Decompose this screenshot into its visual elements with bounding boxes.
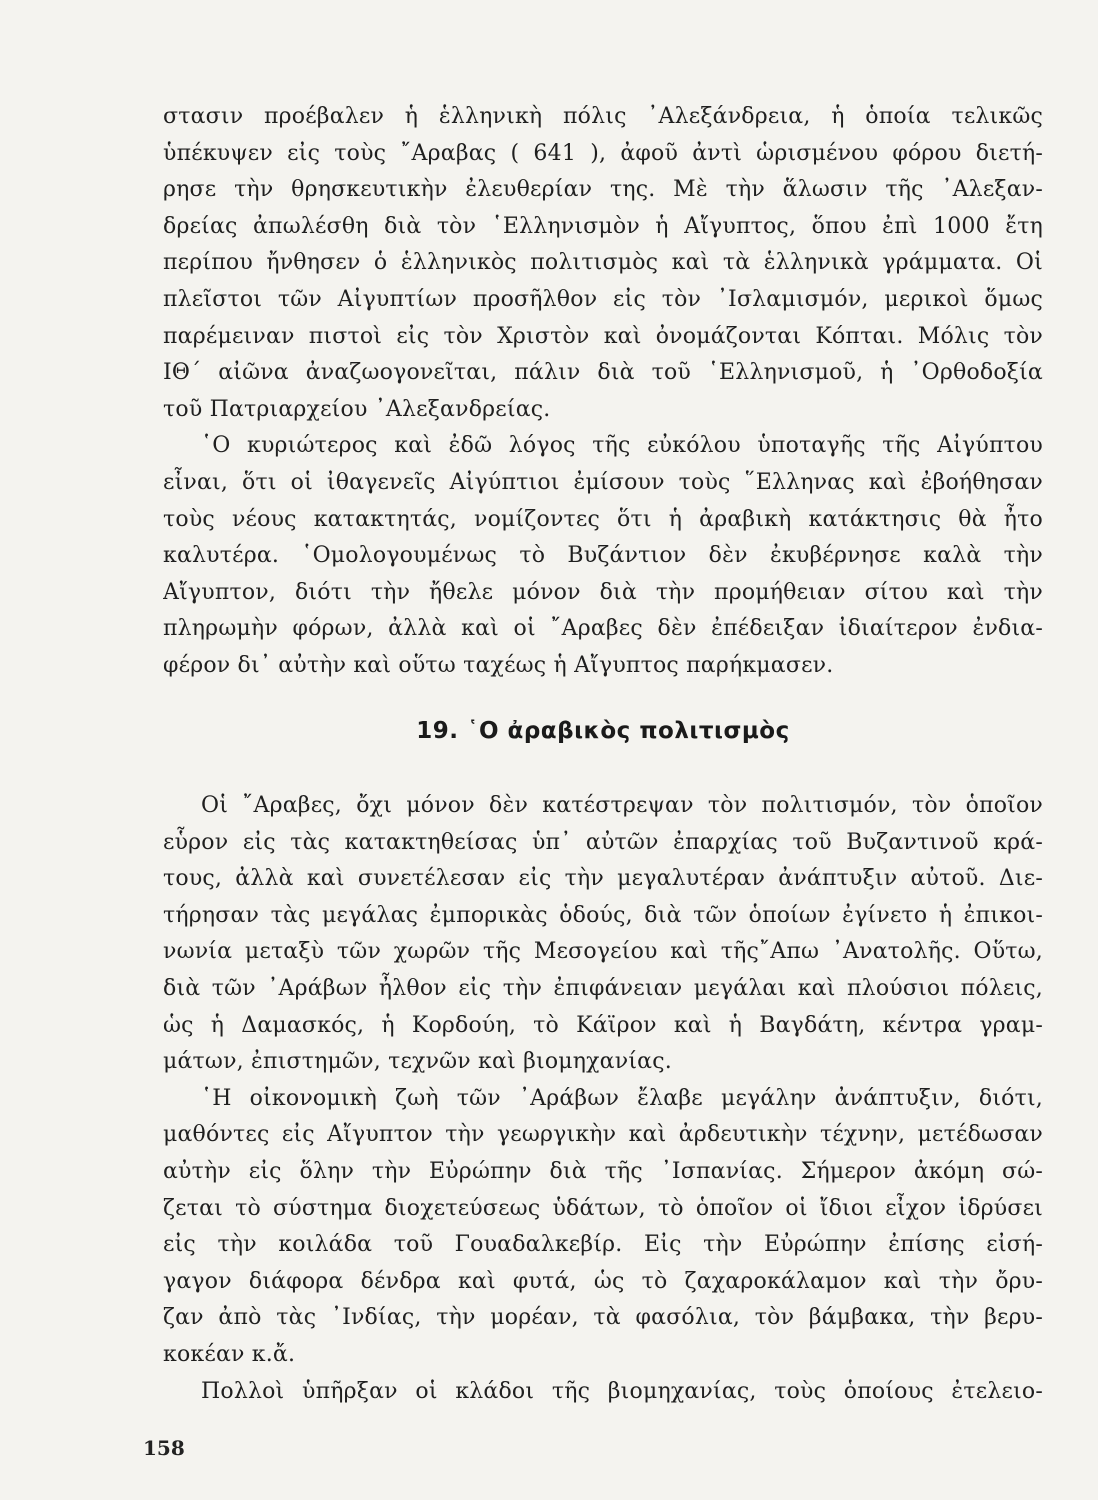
text-line: τήρησαν τὰς μεγάλας ἐμπορικὰς ὁδούς, διὰ τῶν ὁποίων ἐγίνετο ἡ ἐπικοι- — [163, 902, 1043, 928]
text-line: ζεται τὸ σύστημα διοχετεύσεως ὑδάτων, τὸ ὁποῖον οἱ ἴδιοι εἶχον ἱδρύσει — [163, 1195, 1043, 1221]
text-line: Πολλοὶ ὑπῆρξαν οἱ κλάδοι τῆς βιομηχανίας, τοὺς ὁποίους ἐτελειο- — [201, 1378, 1043, 1404]
text-line: εἶναι, ὅτι οἱ ἰθαγενεῖς Αἰγύπτιοι ἐμίσουν τοὺς ῞Ελληνας καὶ ἐβοήθησαν — [163, 469, 1043, 495]
text-line: πληρωμὴν φόρων, ἀλλὰ καὶ οἱ ῎Αραβες δὲν ἐπέδειξαν ἰδιαίτερον ἐνδια- — [163, 616, 1043, 642]
text-line: Οἱ ῎Αραβες, ὄχι μόνον δὲν κατέστρεψαν τὸν πολιτισμόν, τὸν ὁποῖον — [201, 793, 1043, 818]
text-line: εἰς τὴν κοιλάδα τοῦ Γουαδαλκεβίρ. Εἰς τὴν Εὐρώπην ἐπίσης εἰσή- — [163, 1232, 1043, 1258]
page-number: 158 — [143, 1436, 185, 1460]
text-line: γαγον διάφορα δένδρα καὶ φυτά, ὡς τὸ ζαχαροκάλαμον καὶ τὴν ὄρυ- — [163, 1268, 1043, 1294]
text-line: αὐτὴν εἰς ὅλην τὴν Εὐρώπην διὰ τῆς ᾿Ισπανίας. Σήμερον ἀκόμη σώ- — [163, 1158, 1043, 1184]
text-line: ὡς ἡ Δαμασκός, ἡ Κορδούη, τὸ Κάϊρον καὶ ἡ Βαγδάτη, κέντρα γραμ- — [163, 1012, 1043, 1038]
text-line: νωνία μεταξὺ τῶν χωρῶν τῆς Μεσογείου καὶ τῆς῎Απω ᾿Ανατολῆς. Οὕτω, — [163, 939, 1043, 965]
text-line: μαθόντες εἰς Αἴγυπτον τὴν γεωργικὴν καὶ ἀρδευτικὴν τέχνην, μετέδωσαν — [163, 1122, 1043, 1148]
text-line: ὑπέκυψεν εἰς τοὺς ῎Αραβας ( 641 ), ἀφοῦ ἀντὶ ὡρισμένου φόρου διετή- — [163, 140, 1043, 166]
section-heading: 19. ῾Ο ἀραβικὸς πολιτισμὸς — [416, 718, 790, 744]
text-line: ΙΘ΄ αἰῶνα ἀναζωογονεῖται, πάλιν διὰ τοῦ ῾Ελληνισμοῦ, ἡ ᾿Ορθοδοξία — [163, 360, 1043, 386]
text-line: παρέμειναν πιστοὶ εἰς τὸν Χριστὸν καὶ ὀνομάζονται Κόπται. Μόλις τὸν — [163, 323, 1043, 349]
text-line: τους, ἀλλὰ καὶ συνετέλεσαν εἰς τὴν μεγαλυτέραν ἀνάπτυξιν αὐτοῦ. Διε- — [163, 866, 1043, 892]
text-line: στασιν προέβαλεν ἡ ἑλληνικὴ πόλις ᾿Αλεξάνδρεια, ἡ ὁποία τελικῶς — [163, 104, 1043, 129]
text-line: κοκέαν κ.ἄ. — [163, 1341, 296, 1367]
text-line: τοῦ Πατριαρχείου ᾿Αλεξανδρείας. — [163, 396, 551, 422]
text-line: διὰ τῶν ᾿Αράβων ἦλθον εἰς τὴν ἐπιφάνειαν μεγάλαι καὶ πλούσιοι πόλεις, — [163, 975, 1043, 1001]
text-line: πλεῖστοι τῶν Αἰγυπτίων προσῆλθον εἰς τὸν ᾿Ισλαμισμόν, μερικοὶ ὅμως — [163, 286, 1043, 312]
text-block-top — [163, 99, 1043, 685]
text-line: ῾Ο κυριώτερος καὶ ἐδῶ λόγος τῆς εὐκόλου ὑποταγῆς τῆς Αἰγύπτου — [201, 433, 1043, 459]
text-line: εὗρον εἰς τὰς κατακτηθείσας ὑπ᾿ αὐτῶν ἐπαρχίας τοῦ Βυζαντινοῦ κρά- — [163, 829, 1043, 855]
text-line: περίπου ἤνθησεν ὁ ἑλληνικὸς πολιτισμὸς καὶ τὰ ἑλληνικὰ γράμματα. Οἱ — [163, 250, 1043, 276]
text-line: φέρον δι᾿ αὐτὴν καὶ οὕτω ταχέως ἡ Αἴγυπτος παρήκμασεν. — [163, 652, 834, 678]
text-line: ῾Η οἰκονομικὴ ζωὴ τῶν ᾿Αράβων ἔλαβε μεγάλην ἀνάπτυξιν, διότι, — [201, 1085, 1043, 1111]
text-line: ρησε τὴν θρησκευτικὴν ἐλευθερίαν της. Μὲ τὴν ἅλωσιν τῆς ᾿Αλεξαν- — [163, 177, 1043, 203]
text-line: καλυτέρα. ῾Ομολογουμένως τὸ Βυζάντιον δὲν ἐκυβέρνησε καλὰ τὴν — [163, 543, 1043, 569]
text-line: τοὺς νέους κατακτητάς, νομίζοντες ὅτι ἡ ἀραβικὴ κατάκτησις θὰ ἦτο — [163, 506, 1043, 532]
text-line: μάτων, ἐπιστημῶν, τεχνῶν καὶ βιομηχανίας. — [163, 1049, 672, 1075]
text-line: ζαν ἀπὸ τὰς ᾿Ινδίας, τὴν μορέαν, τὰ φασόλια, τὸν βάμβακα, τὴν βερυ- — [163, 1305, 1043, 1331]
text-line: δρείας ἀπωλέσθη διὰ τὸν ῾Ελληνισμὸν ἡ Αἴγυπτος, ὅπου ἐπὶ 1000 ἔτη — [163, 213, 1043, 239]
text-block-bottom — [163, 788, 1043, 1410]
text-line: Αἴγυπτον, διότι τὴν ἤθελε μόνον διὰ τὴν προμήθειαν σίτου καὶ τὴν — [163, 579, 1043, 605]
